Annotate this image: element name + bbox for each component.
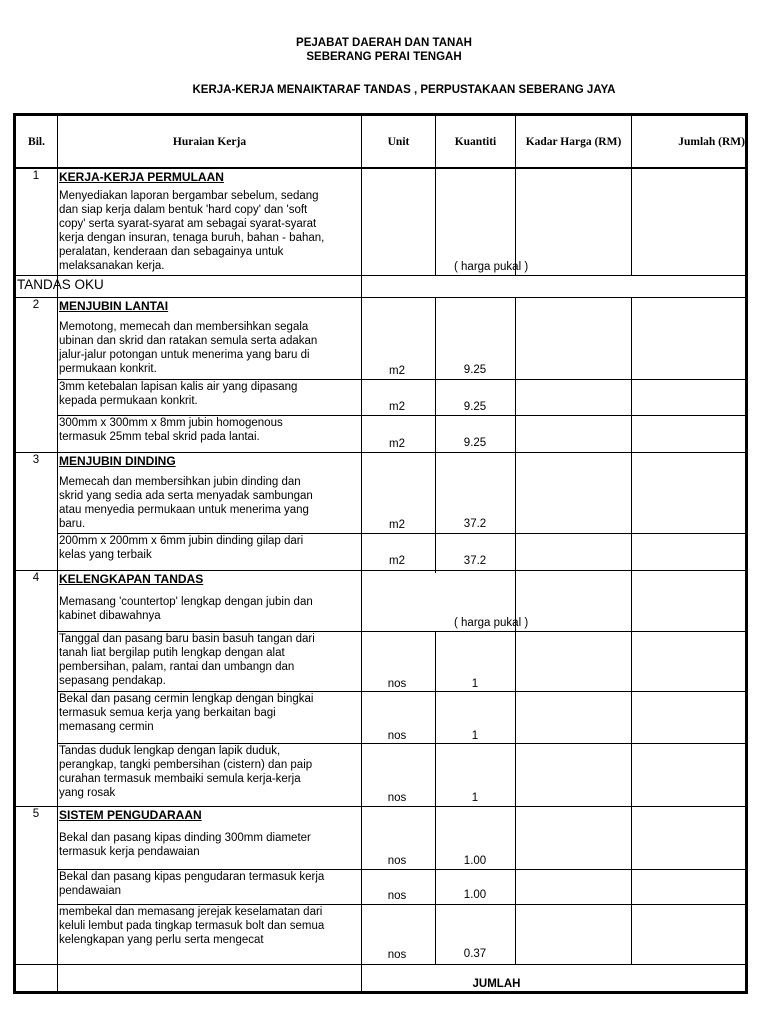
header-row-divider	[16, 167, 745, 169]
item-description-line: Tandas duduk lengkap dengan lapik duduk,	[59, 745, 281, 757]
quantity-cell: 37.2	[463, 518, 487, 530]
unit-cell: m2	[389, 555, 405, 567]
unit-cell: nos	[387, 855, 407, 867]
quantity-cell: 9.25	[463, 364, 487, 376]
item-description-line: kerja dengan insuran, tenaga buruh, bahan - bahan,	[59, 232, 325, 244]
col-header-huraian: Huraian Kerja	[172, 136, 247, 148]
unit-cell: nos	[387, 890, 407, 902]
row-divider	[16, 275, 745, 276]
item-title: KERJA-KERJA PERMULAAN	[59, 170, 224, 184]
item-description-line: Tanggal dan pasang baru basin basuh tangan dari	[59, 633, 315, 645]
row-divider	[16, 964, 745, 965]
item-description-line: ubinan dan skrid dan ratakan semula serta adakan	[59, 335, 318, 347]
item-title: MENJUBIN DINDING	[59, 454, 176, 468]
quantity-cell: 9.25	[463, 437, 487, 449]
item-number: 2	[32, 299, 40, 311]
item-number: 3	[32, 454, 40, 466]
row-divider	[16, 806, 745, 807]
document-title: KERJA-KERJA MENAIKTARAF TANDAS , PERPUSTAKAAN SEBERANG JAYA	[192, 84, 616, 96]
office-district: SEBERANG PERAI TENGAH	[306, 51, 462, 63]
item-description-line: Bekal dan pasang kipas dinding 300mm diameter	[59, 832, 311, 844]
item-description-line: atau menyedia permukaan untuk menerima yang	[59, 504, 309, 516]
row-divider	[16, 452, 745, 453]
col-header-unit: Unit	[387, 136, 410, 148]
item-description-line: copy' serta syarat-syarat am sebagai syarat-syarat	[59, 218, 317, 230]
item-description-line: Menyediakan laporan bergambar sebelum, sedang	[59, 190, 319, 202]
col-header-jumlah: Jumlah (RM)	[678, 136, 745, 148]
quantity-cell: 0.37	[463, 948, 487, 960]
item-description-line: melaksanakan kerja.	[59, 260, 165, 272]
unit-cell: nos	[387, 949, 407, 961]
item-description-line: tanah liat bergilap putih lengkap dengan alat	[59, 647, 285, 659]
item-description-line: yang rosak	[59, 787, 116, 799]
item-description-line: baru.	[59, 518, 86, 530]
col-divider-bil	[57, 116, 58, 991]
item-description-line: kabinet dibawahnya	[59, 610, 161, 622]
quantity-cell: 1	[471, 730, 479, 742]
item-description-line: 3mm ketebalan lapisan kalis air yang dipasang	[59, 381, 298, 393]
item-description-line: Bekal dan pasang cermin lengkap dengan bingkai	[59, 693, 314, 705]
item-description-line: perangkap, tangki pembersihan (cistern) dan paip	[59, 759, 313, 771]
item-description-line: memasang cermin	[59, 721, 154, 733]
item-title: KELENGKAPAN TANDAS	[59, 572, 204, 586]
item-description-line: kelas yang terbaik	[59, 549, 152, 561]
quantity-cell: 1	[471, 678, 479, 690]
unit-cell: nos	[387, 792, 407, 804]
item-description-line: Bekal dan pasang kipas pengudaran termasuk kerja	[59, 871, 325, 883]
item-description-line: 200mm x 200mm x 6mm jubin dinding gilap dari	[59, 535, 304, 547]
item-description-line: Memasang 'countertop' lengkap dengan jubin dan	[59, 596, 313, 608]
item-description-line: dan siap kerja dalam bentuk 'hard copy' dan 'soft	[59, 204, 308, 216]
item-description-line: 300mm x 300mm x 8mm jubin homogenous	[59, 417, 283, 429]
row-divider	[16, 570, 745, 571]
item-description-line: keluli lembut pada tingkap termasuk bolt dan semua	[59, 920, 325, 932]
office-name: PEJABAT DAERAH DAN TANAH	[296, 37, 472, 49]
item-description-line: peralatan, kenderaan dan sebagainya untuk	[59, 246, 284, 258]
unit-cell: nos	[387, 678, 407, 690]
unit-cell: nos	[387, 730, 407, 742]
item-description-line: Memotong, memecah dan membersihkan segala	[59, 321, 309, 333]
item-number: 1	[32, 170, 40, 182]
item-description-line: kelengkapan yang perlu serta mengecat	[59, 934, 264, 946]
item-number: 5	[32, 808, 40, 820]
row-divider	[16, 297, 745, 298]
unit-cell: m2	[389, 401, 405, 413]
item-description-line: membekal dan memasang jerejak keselamatan dari	[59, 906, 323, 918]
quantity-cell: 9.25	[463, 401, 487, 413]
lump-sum-note: ( harga pukal )	[454, 261, 529, 273]
item-description-line: skrid yang sedia ada serta menyadak sambungan	[59, 490, 313, 502]
col-header-kadar-harga: Kadar Harga (RM)	[525, 136, 622, 148]
total-label: JUMLAH	[472, 978, 521, 990]
lump-sum-note: ( harga pukal )	[454, 617, 529, 629]
item-description-line: permukaan konkrit.	[59, 363, 157, 375]
unit-cell: m2	[389, 519, 405, 531]
item-description-line: jalur-jalur potongan untuk menerima yang baru di	[59, 349, 310, 361]
col-header-kuantiti: Kuantiti	[454, 136, 497, 148]
quantity-cell: 37.2	[463, 555, 487, 567]
item-number: 4	[32, 572, 40, 584]
item-title: MENJUBIN LANTAI	[59, 299, 169, 313]
item-description-line: termasuk semua kerja yang berkaitan bagi	[59, 707, 276, 719]
item-title: SISTEM PENGUDARAAN	[59, 808, 202, 822]
section-title: TANDAS OKU	[17, 277, 104, 292]
item-description-line: curahan termasuk membaiki semula kerja-kerja	[59, 773, 301, 785]
item-description-line: pendawaian	[59, 885, 122, 897]
item-description-line: termasuk kerja pendawaian	[59, 846, 200, 858]
unit-cell: m2	[389, 438, 405, 450]
quantity-cell: 1.00	[463, 855, 487, 867]
item-description-line: Memecah dan membersihkan jubin dinding dan	[59, 476, 301, 488]
quantity-cell: 1.00	[463, 889, 487, 901]
item-description-line: sepasang pendakap.	[59, 675, 166, 687]
col-header-bil: Bil.	[28, 136, 45, 148]
item-description-line: kepada permukaan konkrit.	[59, 395, 198, 407]
quantity-cell: 1	[471, 792, 479, 804]
item-description-line: pembersihan, palam, rantai dan umbangn dan	[59, 661, 295, 673]
item-description-line: termasuk 25mm tebal skrid pada lantai.	[59, 431, 260, 443]
unit-cell: m2	[389, 365, 405, 377]
